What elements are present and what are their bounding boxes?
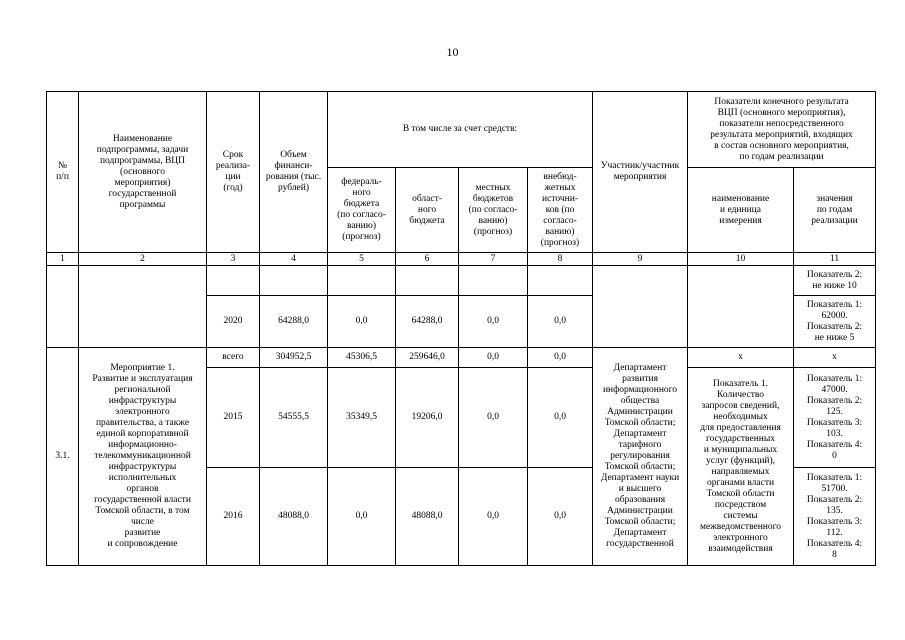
header-extra: внебюд- жетных источни- ков (по согласо- ванию) (прогноз) xyxy=(528,168,593,253)
prev-local-cell xyxy=(459,266,528,296)
federal-cell: 0,0 xyxy=(328,296,396,348)
header-federal: федераль- ного бюджета (по согласо- ванию) (прогноз) xyxy=(328,168,396,253)
prev-year-cell xyxy=(207,266,260,296)
program-table xyxy=(46,91,876,566)
year-cell: 2016 xyxy=(207,468,260,566)
year-cell: 2015 xyxy=(207,368,260,468)
activity-participant-cell: Департамент развития информационного общества Администрации Томской области; Департамент тарифного регулирования Томской области; Департамент науки и высшего образования Администрации Томской области; Департамент государственной xyxy=(593,348,688,566)
header-indicator-values: значения по годам реализации xyxy=(794,168,876,253)
extra-cell: 0,0 xyxy=(528,348,593,368)
prev-regional-cell xyxy=(396,266,459,296)
year-cell: всего xyxy=(207,348,260,368)
header-name: Наименование подпрограммы, задачи подпрограммы, ВЦП (основного мероприятия) государственной программы xyxy=(79,92,207,253)
values-cell: Показатель 1: 62000. Показатель 2: не ниже 5 xyxy=(794,296,876,348)
column-number: 10 xyxy=(688,253,794,266)
column-number: 7 xyxy=(459,253,528,266)
header-participant: Участник/участник мероприятия xyxy=(593,92,688,253)
column-number: 8 xyxy=(528,253,593,266)
extra-cell: 0,0 xyxy=(528,468,593,566)
values-cell: Показатель 1: 51700. Показатель 2: 135. Показатель 3: 112. Показатель 4: 8 xyxy=(794,468,876,566)
column-number: 6 xyxy=(396,253,459,266)
column-number: 2 xyxy=(79,253,207,266)
header-indicators-group: Показатели конечного результата ВЦП (основного мероприятия), показатели непосредственного результата мероприятий, входящих в состав основного мероприятия, по годам реализации xyxy=(688,92,876,168)
column-numbers-row xyxy=(47,253,876,266)
prev-volume-cell xyxy=(260,266,328,296)
federal-cell: 45306,5 xyxy=(328,348,396,368)
header-sources-group: В том числе за счет средств: xyxy=(328,92,593,168)
header-regional: област- ного бюджета xyxy=(396,168,459,253)
extra-cell: 0,0 xyxy=(528,296,593,348)
local-cell: 0,0 xyxy=(459,348,528,368)
prev-extra-cell xyxy=(528,266,593,296)
local-cell: 0,0 xyxy=(459,468,528,566)
table-row xyxy=(47,266,876,296)
regional-cell: 48088,0 xyxy=(396,468,459,566)
header-indicator-name: наименование и единица измерения xyxy=(688,168,794,253)
prev-num-cell xyxy=(47,266,79,348)
indicator-name-cell: х xyxy=(688,348,794,368)
regional-cell: 259646,0 xyxy=(396,348,459,368)
header-period: Срок реализа- ции (год) xyxy=(207,92,260,253)
year-cell: 2020 xyxy=(207,296,260,348)
activity-num-cell: 3.1. xyxy=(47,348,79,566)
prev-values-cell: Показатель 2: не ниже 10 xyxy=(794,266,876,296)
values-cell: х xyxy=(794,348,876,368)
column-number: 4 xyxy=(260,253,328,266)
header-volume: Объем финанси- рования (тыс. рублей) xyxy=(260,92,328,253)
prev-name-cell xyxy=(79,266,207,348)
prev-indicator-name-cell xyxy=(688,266,794,348)
column-number: 5 xyxy=(328,253,396,266)
local-cell: 0,0 xyxy=(459,296,528,348)
local-cell: 0,0 xyxy=(459,368,528,468)
column-number: 9 xyxy=(593,253,688,266)
extra-cell: 0,0 xyxy=(528,368,593,468)
header-num: № п/п xyxy=(47,92,79,253)
column-number: 11 xyxy=(794,253,876,266)
prev-participant-cell xyxy=(593,266,688,348)
header-local: местных бюджетов (по согласо- ванию) (прогноз) xyxy=(459,168,528,253)
volume-cell: 64288,0 xyxy=(260,296,328,348)
indicator-name-cell: Показатель 1. Количество запросов сведений, необходимых для предоставления государственных и муниципальных услуг (функций), направляемых органами власти Томской области посредством системы межведомственного электронного взаимодействия xyxy=(688,368,794,566)
prev-federal-cell xyxy=(328,266,396,296)
column-number: 3 xyxy=(207,253,260,266)
regional-cell: 19206,0 xyxy=(396,368,459,468)
volume-cell: 48088,0 xyxy=(260,468,328,566)
volume-cell: 304952,5 xyxy=(260,348,328,368)
values-cell: Показатель 1: 47000. Показатель 2: 125. Показатель 3: 103. Показатель 4: 0 xyxy=(794,368,876,468)
activity-name-cell: Мероприятие 1. Развитие и эксплуатация региональной инфраструктуры электронного правительства, а также единой корпоративной информационно- телекоммуникационной инфраструктуры исполнительных органов государственной власти Томской области, в том числе развитие и сопровождение xyxy=(79,348,207,566)
column-number: 1 xyxy=(47,253,79,266)
federal-cell: 0,0 xyxy=(328,468,396,566)
volume-cell: 54555,5 xyxy=(260,368,328,468)
regional-cell: 64288,0 xyxy=(396,296,459,348)
table-row xyxy=(47,348,876,368)
federal-cell: 35349,5 xyxy=(328,368,396,468)
page-number: 10 xyxy=(446,45,459,59)
